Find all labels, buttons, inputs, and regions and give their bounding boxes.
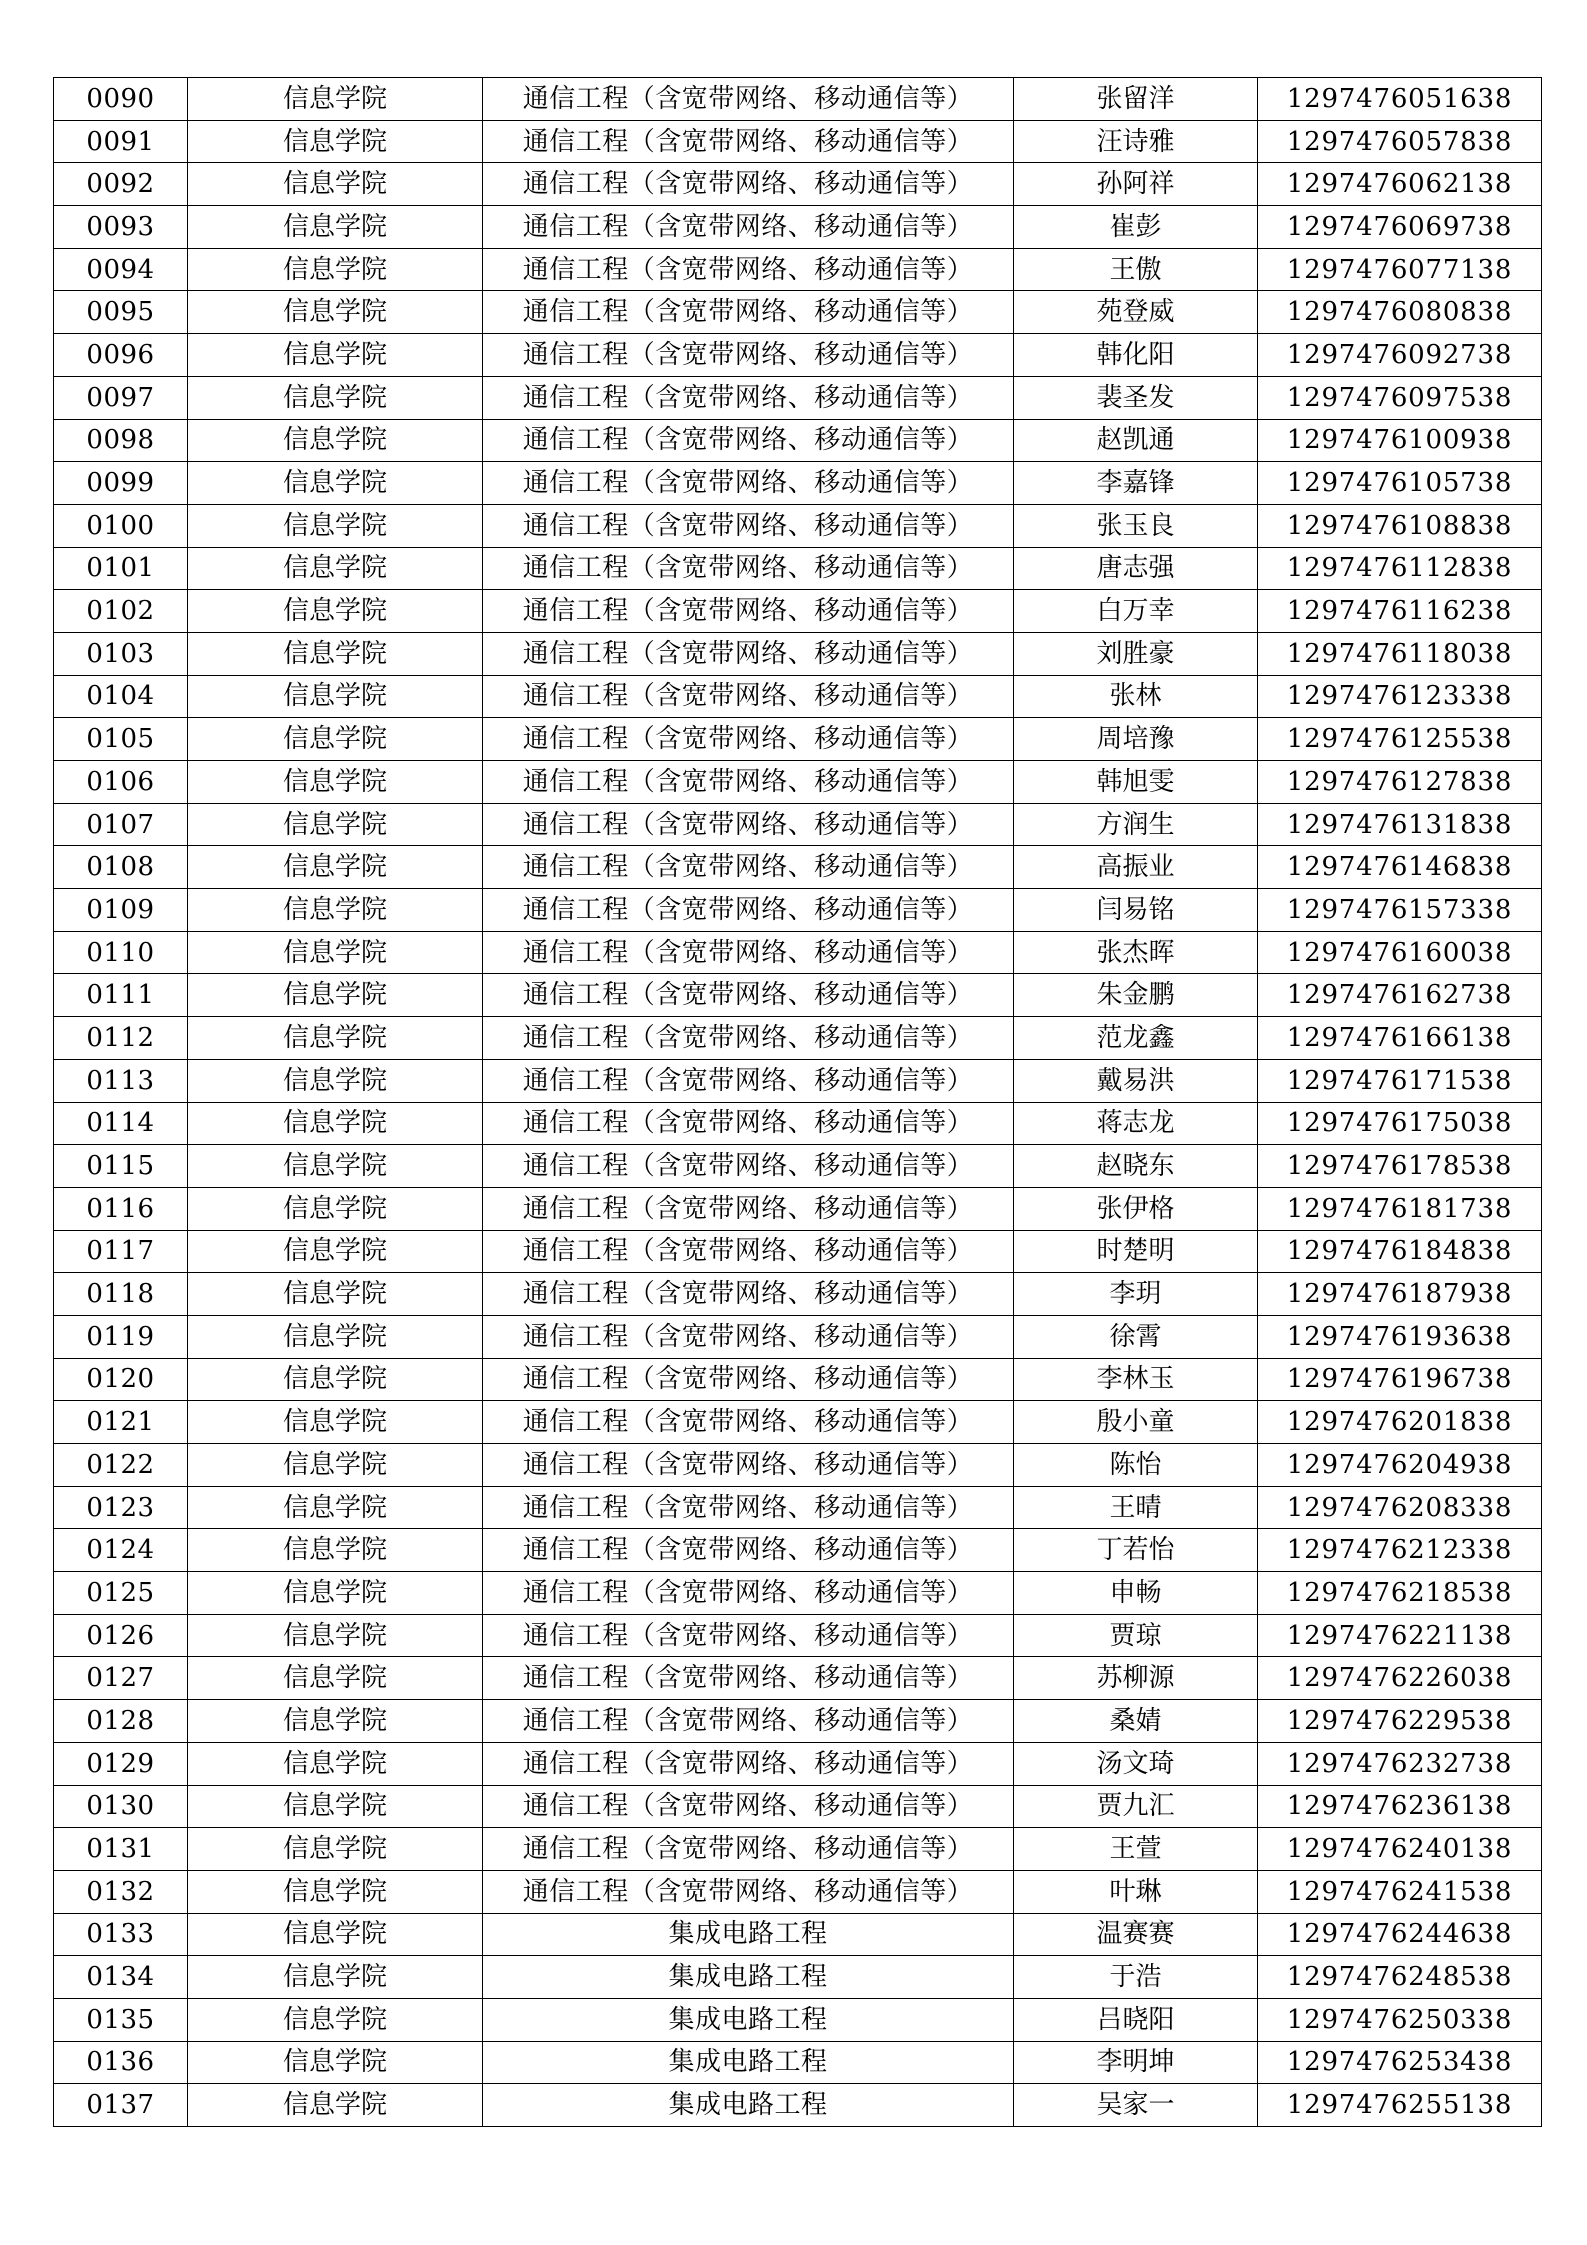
table-row: [54, 376, 1542, 419]
college-cell: 信息学院: [188, 931, 483, 974]
candidate-id-cell: 1297476212338: [1258, 1529, 1542, 1572]
serial-number-cell: 0105: [54, 718, 188, 761]
major-cell: 通信工程（含宽带网络、移动通信等）: [483, 1230, 1014, 1273]
student-name-cell: 李嘉锋: [1014, 462, 1258, 505]
college-cell: 信息学院: [188, 1187, 483, 1230]
major-cell: 通信工程（含宽带网络、移动通信等）: [483, 632, 1014, 675]
student-name-cell: 唐志强: [1014, 547, 1258, 590]
candidate-id-cell: 1297476196738: [1258, 1358, 1542, 1401]
major-cell: 通信工程（含宽带网络、移动通信等）: [483, 1657, 1014, 1700]
table-row: [54, 206, 1542, 249]
candidate-id-cell: 1297476232738: [1258, 1742, 1542, 1785]
college-cell: 信息学院: [188, 1230, 483, 1273]
serial-number-cell: 0101: [54, 547, 188, 590]
candidate-id-cell: 1297476187938: [1258, 1273, 1542, 1316]
student-name-cell: 王晴: [1014, 1486, 1258, 1529]
serial-number-cell: 0091: [54, 120, 188, 163]
college-cell: 信息学院: [188, 547, 483, 590]
serial-number-cell: 0118: [54, 1273, 188, 1316]
college-cell: 信息学院: [188, 1956, 483, 1999]
college-cell: 信息学院: [188, 1572, 483, 1615]
student-name-cell: 时楚明: [1014, 1230, 1258, 1273]
major-cell: 通信工程（含宽带网络、移动通信等）: [483, 1529, 1014, 1572]
serial-number-cell: 0109: [54, 889, 188, 932]
candidate-id-cell: 1297476125538: [1258, 718, 1542, 761]
table-row: [54, 248, 1542, 291]
table-row: [54, 1828, 1542, 1871]
student-name-cell: 苏柳源: [1014, 1657, 1258, 1700]
college-cell: 信息学院: [188, 1870, 483, 1913]
table-row: [54, 1017, 1542, 1060]
serial-number-cell: 0104: [54, 675, 188, 718]
student-name-cell: 赵凯通: [1014, 419, 1258, 462]
college-cell: 信息学院: [188, 761, 483, 804]
candidate-id-cell: 1297476077138: [1258, 248, 1542, 291]
major-cell: 集成电路工程: [483, 2084, 1014, 2127]
student-name-cell: 李林玉: [1014, 1358, 1258, 1401]
candidate-id-cell: 1297476057838: [1258, 120, 1542, 163]
candidate-id-cell: 1297476166138: [1258, 1017, 1542, 1060]
student-name-cell: 陈怡: [1014, 1444, 1258, 1487]
table-row: [54, 1870, 1542, 1913]
serial-number-cell: 0096: [54, 334, 188, 377]
major-cell: 通信工程（含宽带网络、移动通信等）: [483, 1145, 1014, 1188]
student-name-cell: 吕晓阳: [1014, 1998, 1258, 2041]
table-row: [54, 1273, 1542, 1316]
table-row: [54, 547, 1542, 590]
candidate-id-cell: 1297476184838: [1258, 1230, 1542, 1273]
table-row: [54, 120, 1542, 163]
student-name-cell: 贾九汇: [1014, 1785, 1258, 1828]
candidate-id-cell: 1297476146838: [1258, 846, 1542, 889]
student-name-cell: 汪诗雅: [1014, 120, 1258, 163]
serial-number-cell: 0122: [54, 1444, 188, 1487]
major-cell: 通信工程（含宽带网络、移动通信等）: [483, 120, 1014, 163]
table-row: [54, 1785, 1542, 1828]
roster-body: [54, 78, 1542, 2127]
serial-number-cell: 0113: [54, 1059, 188, 1102]
student-name-cell: 张玉良: [1014, 504, 1258, 547]
candidate-id-cell: 1297476092738: [1258, 334, 1542, 377]
serial-number-cell: 0124: [54, 1529, 188, 1572]
major-cell: 通信工程（含宽带网络、移动通信等）: [483, 931, 1014, 974]
candidate-id-cell: 1297476080838: [1258, 291, 1542, 334]
serial-number-cell: 0132: [54, 1870, 188, 1913]
serial-number-cell: 0117: [54, 1230, 188, 1273]
candidate-id-cell: 1297476193638: [1258, 1315, 1542, 1358]
serial-number-cell: 0127: [54, 1657, 188, 1700]
student-name-cell: 赵晓东: [1014, 1145, 1258, 1188]
college-cell: 信息学院: [188, 504, 483, 547]
serial-number-cell: 0135: [54, 1998, 188, 2041]
major-cell: 通信工程（含宽带网络、移动通信等）: [483, 1486, 1014, 1529]
candidate-id-cell: 1297476244638: [1258, 1913, 1542, 1956]
student-name-cell: 吴家一: [1014, 2084, 1258, 2127]
table-row: [54, 1486, 1542, 1529]
serial-number-cell: 0100: [54, 504, 188, 547]
serial-number-cell: 0112: [54, 1017, 188, 1060]
serial-number-cell: 0125: [54, 1572, 188, 1615]
college-cell: 信息学院: [188, 248, 483, 291]
table-row: [54, 931, 1542, 974]
student-roster-table: [53, 77, 1542, 2127]
candidate-id-cell: 1297476201838: [1258, 1401, 1542, 1444]
major-cell: 通信工程（含宽带网络、移动通信等）: [483, 846, 1014, 889]
student-name-cell: 王萱: [1014, 1828, 1258, 1871]
college-cell: 信息学院: [188, 632, 483, 675]
serial-number-cell: 0095: [54, 291, 188, 334]
table-row: [54, 1187, 1542, 1230]
major-cell: 通信工程（含宽带网络、移动通信等）: [483, 248, 1014, 291]
candidate-id-cell: 1297476105738: [1258, 462, 1542, 505]
college-cell: 信息学院: [188, 1444, 483, 1487]
candidate-id-cell: 1297476097538: [1258, 376, 1542, 419]
candidate-id-cell: 1297476118038: [1258, 632, 1542, 675]
student-name-cell: 范龙鑫: [1014, 1017, 1258, 1060]
serial-number-cell: 0108: [54, 846, 188, 889]
candidate-id-cell: 1297476175038: [1258, 1102, 1542, 1145]
major-cell: 集成电路工程: [483, 1998, 1014, 2041]
major-cell: 通信工程（含宽带网络、移动通信等）: [483, 462, 1014, 505]
serial-number-cell: 0130: [54, 1785, 188, 1828]
college-cell: 信息学院: [188, 462, 483, 505]
candidate-id-cell: 1297476204938: [1258, 1444, 1542, 1487]
candidate-id-cell: 1297476123338: [1258, 675, 1542, 718]
candidate-id-cell: 1297476171538: [1258, 1059, 1542, 1102]
college-cell: 信息学院: [188, 291, 483, 334]
college-cell: 信息学院: [188, 334, 483, 377]
serial-number-cell: 0115: [54, 1145, 188, 1188]
major-cell: 通信工程（含宽带网络、移动通信等）: [483, 1870, 1014, 1913]
serial-number-cell: 0090: [54, 78, 188, 121]
serial-number-cell: 0121: [54, 1401, 188, 1444]
student-name-cell: 韩化阳: [1014, 334, 1258, 377]
serial-number-cell: 0136: [54, 2041, 188, 2084]
table-row: [54, 334, 1542, 377]
student-name-cell: 殷小童: [1014, 1401, 1258, 1444]
table-row: [54, 1614, 1542, 1657]
major-cell: 通信工程（含宽带网络、移动通信等）: [483, 163, 1014, 206]
student-name-cell: 张杰晖: [1014, 931, 1258, 974]
candidate-id-cell: 1297476181738: [1258, 1187, 1542, 1230]
table-row: [54, 1059, 1542, 1102]
candidate-id-cell: 1297476218538: [1258, 1572, 1542, 1615]
serial-number-cell: 0123: [54, 1486, 188, 1529]
student-name-cell: 朱金鹏: [1014, 974, 1258, 1017]
college-cell: 信息学院: [188, 78, 483, 121]
table-row: [54, 1998, 1542, 2041]
college-cell: 信息学院: [188, 590, 483, 633]
college-cell: 信息学院: [188, 206, 483, 249]
serial-number-cell: 0097: [54, 376, 188, 419]
major-cell: 通信工程（含宽带网络、移动通信等）: [483, 1401, 1014, 1444]
college-cell: 信息学院: [188, 419, 483, 462]
table-row: [54, 675, 1542, 718]
student-name-cell: 孙阿祥: [1014, 163, 1258, 206]
student-name-cell: 于浩: [1014, 1956, 1258, 1999]
candidate-id-cell: 1297476051638: [1258, 78, 1542, 121]
candidate-id-cell: 1297476127838: [1258, 761, 1542, 804]
candidate-id-cell: 1297476250338: [1258, 1998, 1542, 2041]
serial-number-cell: 0092: [54, 163, 188, 206]
major-cell: 通信工程（含宽带网络、移动通信等）: [483, 803, 1014, 846]
major-cell: 通信工程（含宽带网络、移动通信等）: [483, 291, 1014, 334]
serial-number-cell: 0103: [54, 632, 188, 675]
student-name-cell: 蒋志龙: [1014, 1102, 1258, 1145]
college-cell: 信息学院: [188, 1657, 483, 1700]
college-cell: 信息学院: [188, 1102, 483, 1145]
candidate-id-cell: 1297476221138: [1258, 1614, 1542, 1657]
student-name-cell: 汤文琦: [1014, 1742, 1258, 1785]
major-cell: 通信工程（含宽带网络、移动通信等）: [483, 1059, 1014, 1102]
candidate-id-cell: 1297476116238: [1258, 590, 1542, 633]
candidate-id-cell: 1297476208338: [1258, 1486, 1542, 1529]
table-row: [54, 1358, 1542, 1401]
candidate-id-cell: 1297476062138: [1258, 163, 1542, 206]
candidate-id-cell: 1297476248538: [1258, 1956, 1542, 1999]
table-row: [54, 163, 1542, 206]
serial-number-cell: 0131: [54, 1828, 188, 1871]
table-row: [54, 761, 1542, 804]
student-name-cell: 刘胜豪: [1014, 632, 1258, 675]
college-cell: 信息学院: [188, 1828, 483, 1871]
major-cell: 通信工程（含宽带网络、移动通信等）: [483, 1315, 1014, 1358]
table-row: [54, 419, 1542, 462]
major-cell: 通信工程（含宽带网络、移动通信等）: [483, 1572, 1014, 1615]
student-name-cell: 张林: [1014, 675, 1258, 718]
candidate-id-cell: 1297476069738: [1258, 206, 1542, 249]
college-cell: 信息学院: [188, 1358, 483, 1401]
college-cell: 信息学院: [188, 163, 483, 206]
college-cell: 信息学院: [188, 846, 483, 889]
candidate-id-cell: 1297476157338: [1258, 889, 1542, 932]
student-name-cell: 崔彭: [1014, 206, 1258, 249]
college-cell: 信息学院: [188, 1273, 483, 1316]
table-row: [54, 2084, 1542, 2127]
candidate-id-cell: 1297476131838: [1258, 803, 1542, 846]
student-name-cell: 周培豫: [1014, 718, 1258, 761]
table-row: [54, 1742, 1542, 1785]
table-row: [54, 1657, 1542, 1700]
major-cell: 通信工程（含宽带网络、移动通信等）: [483, 675, 1014, 718]
table-row: [54, 504, 1542, 547]
table-row: [54, 291, 1542, 334]
college-cell: 信息学院: [188, 974, 483, 1017]
table-row: [54, 1956, 1542, 1999]
table-row: [54, 1529, 1542, 1572]
table-row: [54, 718, 1542, 761]
major-cell: 通信工程（含宽带网络、移动通信等）: [483, 1358, 1014, 1401]
table-row: [54, 2041, 1542, 2084]
student-name-cell: 闫易铭: [1014, 889, 1258, 932]
college-cell: 信息学院: [188, 803, 483, 846]
student-name-cell: 韩旭雯: [1014, 761, 1258, 804]
major-cell: 通信工程（含宽带网络、移动通信等）: [483, 547, 1014, 590]
major-cell: 通信工程（含宽带网络、移动通信等）: [483, 78, 1014, 121]
table-row: [54, 1145, 1542, 1188]
college-cell: 信息学院: [188, 1742, 483, 1785]
student-name-cell: 苑登威: [1014, 291, 1258, 334]
table-row: [54, 590, 1542, 633]
serial-number-cell: 0137: [54, 2084, 188, 2127]
table-row: [54, 1444, 1542, 1487]
serial-number-cell: 0107: [54, 803, 188, 846]
major-cell: 集成电路工程: [483, 2041, 1014, 2084]
student-name-cell: 高振业: [1014, 846, 1258, 889]
major-cell: 通信工程（含宽带网络、移动通信等）: [483, 419, 1014, 462]
college-cell: 信息学院: [188, 1785, 483, 1828]
college-cell: 信息学院: [188, 2084, 483, 2127]
college-cell: 信息学院: [188, 1614, 483, 1657]
candidate-id-cell: 1297476160038: [1258, 931, 1542, 974]
student-name-cell: 白万幸: [1014, 590, 1258, 633]
major-cell: 通信工程（含宽带网络、移动通信等）: [483, 1614, 1014, 1657]
candidate-id-cell: 1297476229538: [1258, 1700, 1542, 1743]
student-name-cell: 徐霄: [1014, 1315, 1258, 1358]
major-cell: 通信工程（含宽带网络、移动通信等）: [483, 376, 1014, 419]
student-name-cell: 方润生: [1014, 803, 1258, 846]
student-name-cell: 张留洋: [1014, 78, 1258, 121]
major-cell: 通信工程（含宽带网络、移动通信等）: [483, 1187, 1014, 1230]
student-name-cell: 戴易洪: [1014, 1059, 1258, 1102]
college-cell: 信息学院: [188, 1486, 483, 1529]
table-row: [54, 846, 1542, 889]
candidate-id-cell: 1297476236138: [1258, 1785, 1542, 1828]
college-cell: 信息学院: [188, 1017, 483, 1060]
major-cell: 通信工程（含宽带网络、移动通信等）: [483, 974, 1014, 1017]
major-cell: 通信工程（含宽带网络、移动通信等）: [483, 590, 1014, 633]
table-row: [54, 78, 1542, 121]
major-cell: 通信工程（含宽带网络、移动通信等）: [483, 1444, 1014, 1487]
serial-number-cell: 0094: [54, 248, 188, 291]
candidate-id-cell: 1297476100938: [1258, 419, 1542, 462]
table-row: [54, 1230, 1542, 1273]
major-cell: 集成电路工程: [483, 1956, 1014, 1999]
table-row: [54, 974, 1542, 1017]
candidate-id-cell: 1297476240138: [1258, 1828, 1542, 1871]
college-cell: 信息学院: [188, 889, 483, 932]
candidate-id-cell: 1297476108838: [1258, 504, 1542, 547]
major-cell: 通信工程（含宽带网络、移动通信等）: [483, 1017, 1014, 1060]
major-cell: 通信工程（含宽带网络、移动通信等）: [483, 718, 1014, 761]
college-cell: 信息学院: [188, 675, 483, 718]
college-cell: 信息学院: [188, 1145, 483, 1188]
student-name-cell: 贾琼: [1014, 1614, 1258, 1657]
major-cell: 通信工程（含宽带网络、移动通信等）: [483, 206, 1014, 249]
college-cell: 信息学院: [188, 1529, 483, 1572]
serial-number-cell: 0116: [54, 1187, 188, 1230]
major-cell: 通信工程（含宽带网络、移动通信等）: [483, 1785, 1014, 1828]
serial-number-cell: 0110: [54, 931, 188, 974]
candidate-id-cell: 1297476112838: [1258, 547, 1542, 590]
serial-number-cell: 0106: [54, 761, 188, 804]
major-cell: 通信工程（含宽带网络、移动通信等）: [483, 1273, 1014, 1316]
major-cell: 通信工程（含宽带网络、移动通信等）: [483, 334, 1014, 377]
serial-number-cell: 0114: [54, 1102, 188, 1145]
serial-number-cell: 0119: [54, 1315, 188, 1358]
serial-number-cell: 0126: [54, 1614, 188, 1657]
student-name-cell: 李玥: [1014, 1273, 1258, 1316]
candidate-id-cell: 1297476255138: [1258, 2084, 1542, 2127]
candidate-id-cell: 1297476253438: [1258, 2041, 1542, 2084]
student-name-cell: 裴圣发: [1014, 376, 1258, 419]
serial-number-cell: 0102: [54, 590, 188, 633]
candidate-id-cell: 1297476178538: [1258, 1145, 1542, 1188]
student-name-cell: 张伊格: [1014, 1187, 1258, 1230]
serial-number-cell: 0093: [54, 206, 188, 249]
table-row: [54, 632, 1542, 675]
serial-number-cell: 0133: [54, 1913, 188, 1956]
student-name-cell: 温赛赛: [1014, 1913, 1258, 1956]
student-name-cell: 桑婧: [1014, 1700, 1258, 1743]
college-cell: 信息学院: [188, 1315, 483, 1358]
student-name-cell: 丁若怡: [1014, 1529, 1258, 1572]
serial-number-cell: 0134: [54, 1956, 188, 1999]
student-name-cell: 叶琳: [1014, 1870, 1258, 1913]
major-cell: 通信工程（含宽带网络、移动通信等）: [483, 889, 1014, 932]
student-name-cell: 王傲: [1014, 248, 1258, 291]
serial-number-cell: 0129: [54, 1742, 188, 1785]
college-cell: 信息学院: [188, 2041, 483, 2084]
serial-number-cell: 0098: [54, 419, 188, 462]
college-cell: 信息学院: [188, 1401, 483, 1444]
candidate-id-cell: 1297476241538: [1258, 1870, 1542, 1913]
candidate-id-cell: 1297476226038: [1258, 1657, 1542, 1700]
major-cell: 集成电路工程: [483, 1913, 1014, 1956]
table-row: [54, 803, 1542, 846]
table-row: [54, 1315, 1542, 1358]
table-row: [54, 889, 1542, 932]
serial-number-cell: 0120: [54, 1358, 188, 1401]
table-row: [54, 1700, 1542, 1743]
student-name-cell: 李明坤: [1014, 2041, 1258, 2084]
college-cell: 信息学院: [188, 120, 483, 163]
student-name-cell: 申畅: [1014, 1572, 1258, 1615]
major-cell: 通信工程（含宽带网络、移动通信等）: [483, 1742, 1014, 1785]
serial-number-cell: 0128: [54, 1700, 188, 1743]
major-cell: 通信工程（含宽带网络、移动通信等）: [483, 761, 1014, 804]
college-cell: 信息学院: [188, 1913, 483, 1956]
table-row: [54, 1102, 1542, 1145]
table-row: [54, 1401, 1542, 1444]
college-cell: 信息学院: [188, 1700, 483, 1743]
table-row: [54, 1913, 1542, 1956]
table-row: [54, 1572, 1542, 1615]
major-cell: 通信工程（含宽带网络、移动通信等）: [483, 1700, 1014, 1743]
college-cell: 信息学院: [188, 718, 483, 761]
serial-number-cell: 0111: [54, 974, 188, 1017]
serial-number-cell: 0099: [54, 462, 188, 505]
candidate-id-cell: 1297476162738: [1258, 974, 1542, 1017]
major-cell: 通信工程（含宽带网络、移动通信等）: [483, 504, 1014, 547]
table-row: [54, 462, 1542, 505]
college-cell: 信息学院: [188, 1059, 483, 1102]
major-cell: 通信工程（含宽带网络、移动通信等）: [483, 1828, 1014, 1871]
major-cell: 通信工程（含宽带网络、移动通信等）: [483, 1102, 1014, 1145]
college-cell: 信息学院: [188, 376, 483, 419]
college-cell: 信息学院: [188, 1998, 483, 2041]
